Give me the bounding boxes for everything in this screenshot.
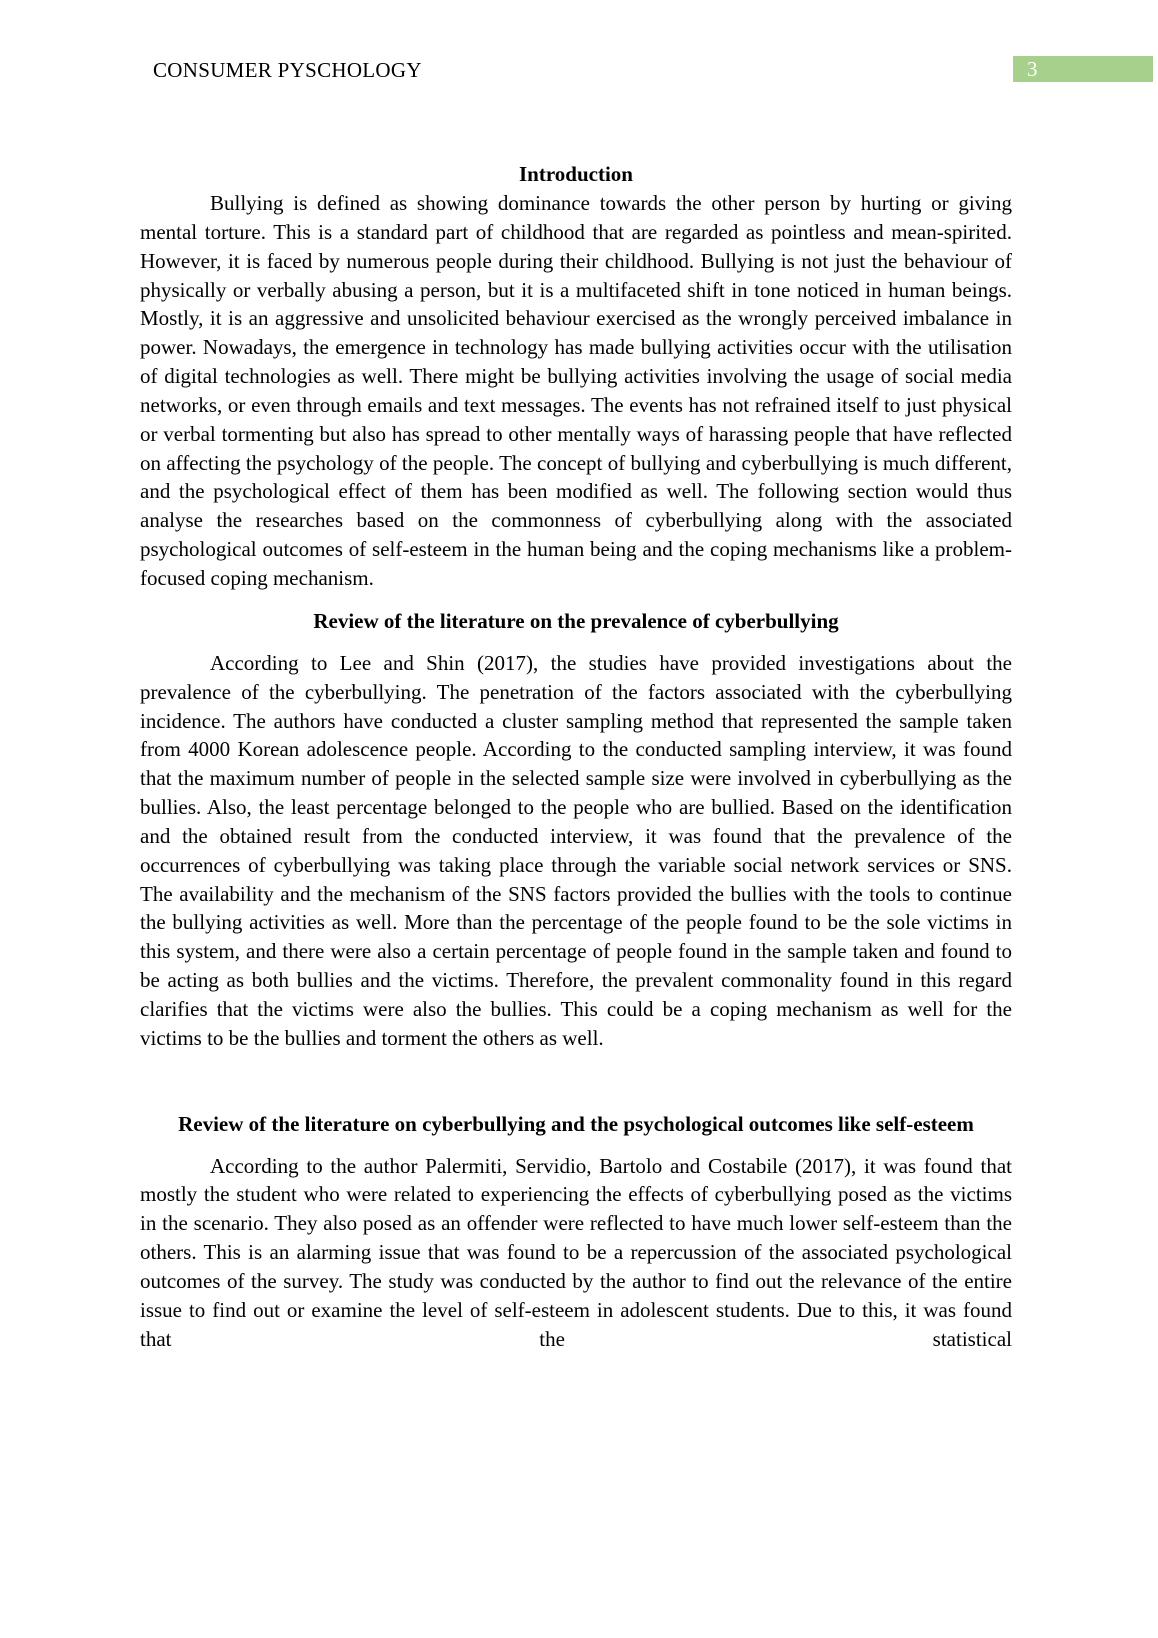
section-heading-self-esteem: Review of the literature on cyberbullying and the psychological outcomes like self-esteem bbox=[178, 1111, 974, 1136]
paragraph-prevalence: According to Lee and Shin (2017), the studies have provided investigations about the prevalence of the cyberbullying. The penetration of the factors associated with the cyberbullying incidence. The authors have conducted a cluster sampling method that represented the sample taken from 4000 Korean adolescence people. According to the conducted sampling interview, it was found that the maximum number of people in the selected sample size were involved in cyberbullying as the bullies. Also, the least percentage belonged to the people who are bullied. Based on the identification and the obtained result from the conducted interview, it was found that the prevalence of the occurrences of cyberbullying was taking place through the variable social network services or SNS. The availability and the mechanism of the SNS factors provided the bullies with the tools to continue the bullying activities as well. More than the percentage of the people found to be the sole victims in this system, and there were also a certain percentage of people found in the sample taken and found to be acting as both bullies and the victims. Therefore, the prevalent commonality found in this regard clarifies that the victims were also the bullies. This could be a coping mechanism as well for the victims to be the bullies and torment the others as well. bbox=[140, 650, 1012, 1050]
page-number: 3 bbox=[1027, 57, 1038, 81]
running-head: CONSUMER PYSCHOLOGY bbox=[153, 58, 422, 82]
page-number-box bbox=[1013, 56, 1153, 82]
page-header bbox=[0, 56, 1158, 84]
paragraph-introduction: Bullying is defined as showing dominance towards the other person by hurting or giving mental torture. This is a standard part of childhood that are regarded as pointless and mean-spirited. However, it is faced by numerous people during their childhood. Bullying is not just the behaviour of physically or verbally abusing a person, but it is a multifaceted shift in tone noticed in human beings. Mostly, it is an aggressive and unsolicited behaviour exercised as the wrongly perceived imbalance in power. Nowadays, the emergence in technology has made bullying activities occur with the utilisation of digital technologies as well. There might be bullying activities involving the usage of social media networks, or even through emails and text messages. The events has not refrained itself to just physical or verbal tormenting but also has spread to other mentally ways of harassing people that have reflected on affecting the psychology of the people. The concept of bullying and cyberbullying is much different, and the psychological effect of them has been modified as well. The following section would thus analyse the researches based on the commonness of cyberbullying along with the associated psychological outcomes of self-esteem in the human being and the coping mechanisms like a problem-focused coping mechanism. bbox=[140, 191, 1012, 590]
document-body bbox=[140, 160, 1012, 1354]
paragraph-self-esteem: According to the author Palermiti, Servidio, Bartolo and Costabile (2017), it was found that mostly the student who were related to experiencing the effects of cyberbullying posed as the victims in the scenario. They also posed as an offender were reflected to have much lower self-esteem than the others. This is an alarming issue that was found to be a repercussion of the associated psychological outcomes of the survey. The study was conducted by the author to find out the relevance of the entire issue to find out or examine the level of self-esteem in adolescent students. Due to this, it was found that the statistical bbox=[140, 1153, 1012, 1351]
section-heading-introduction: Introduction bbox=[519, 162, 633, 186]
section-heading-prevalence: Review of the literature on the prevalence of cyberbullying bbox=[313, 608, 839, 633]
